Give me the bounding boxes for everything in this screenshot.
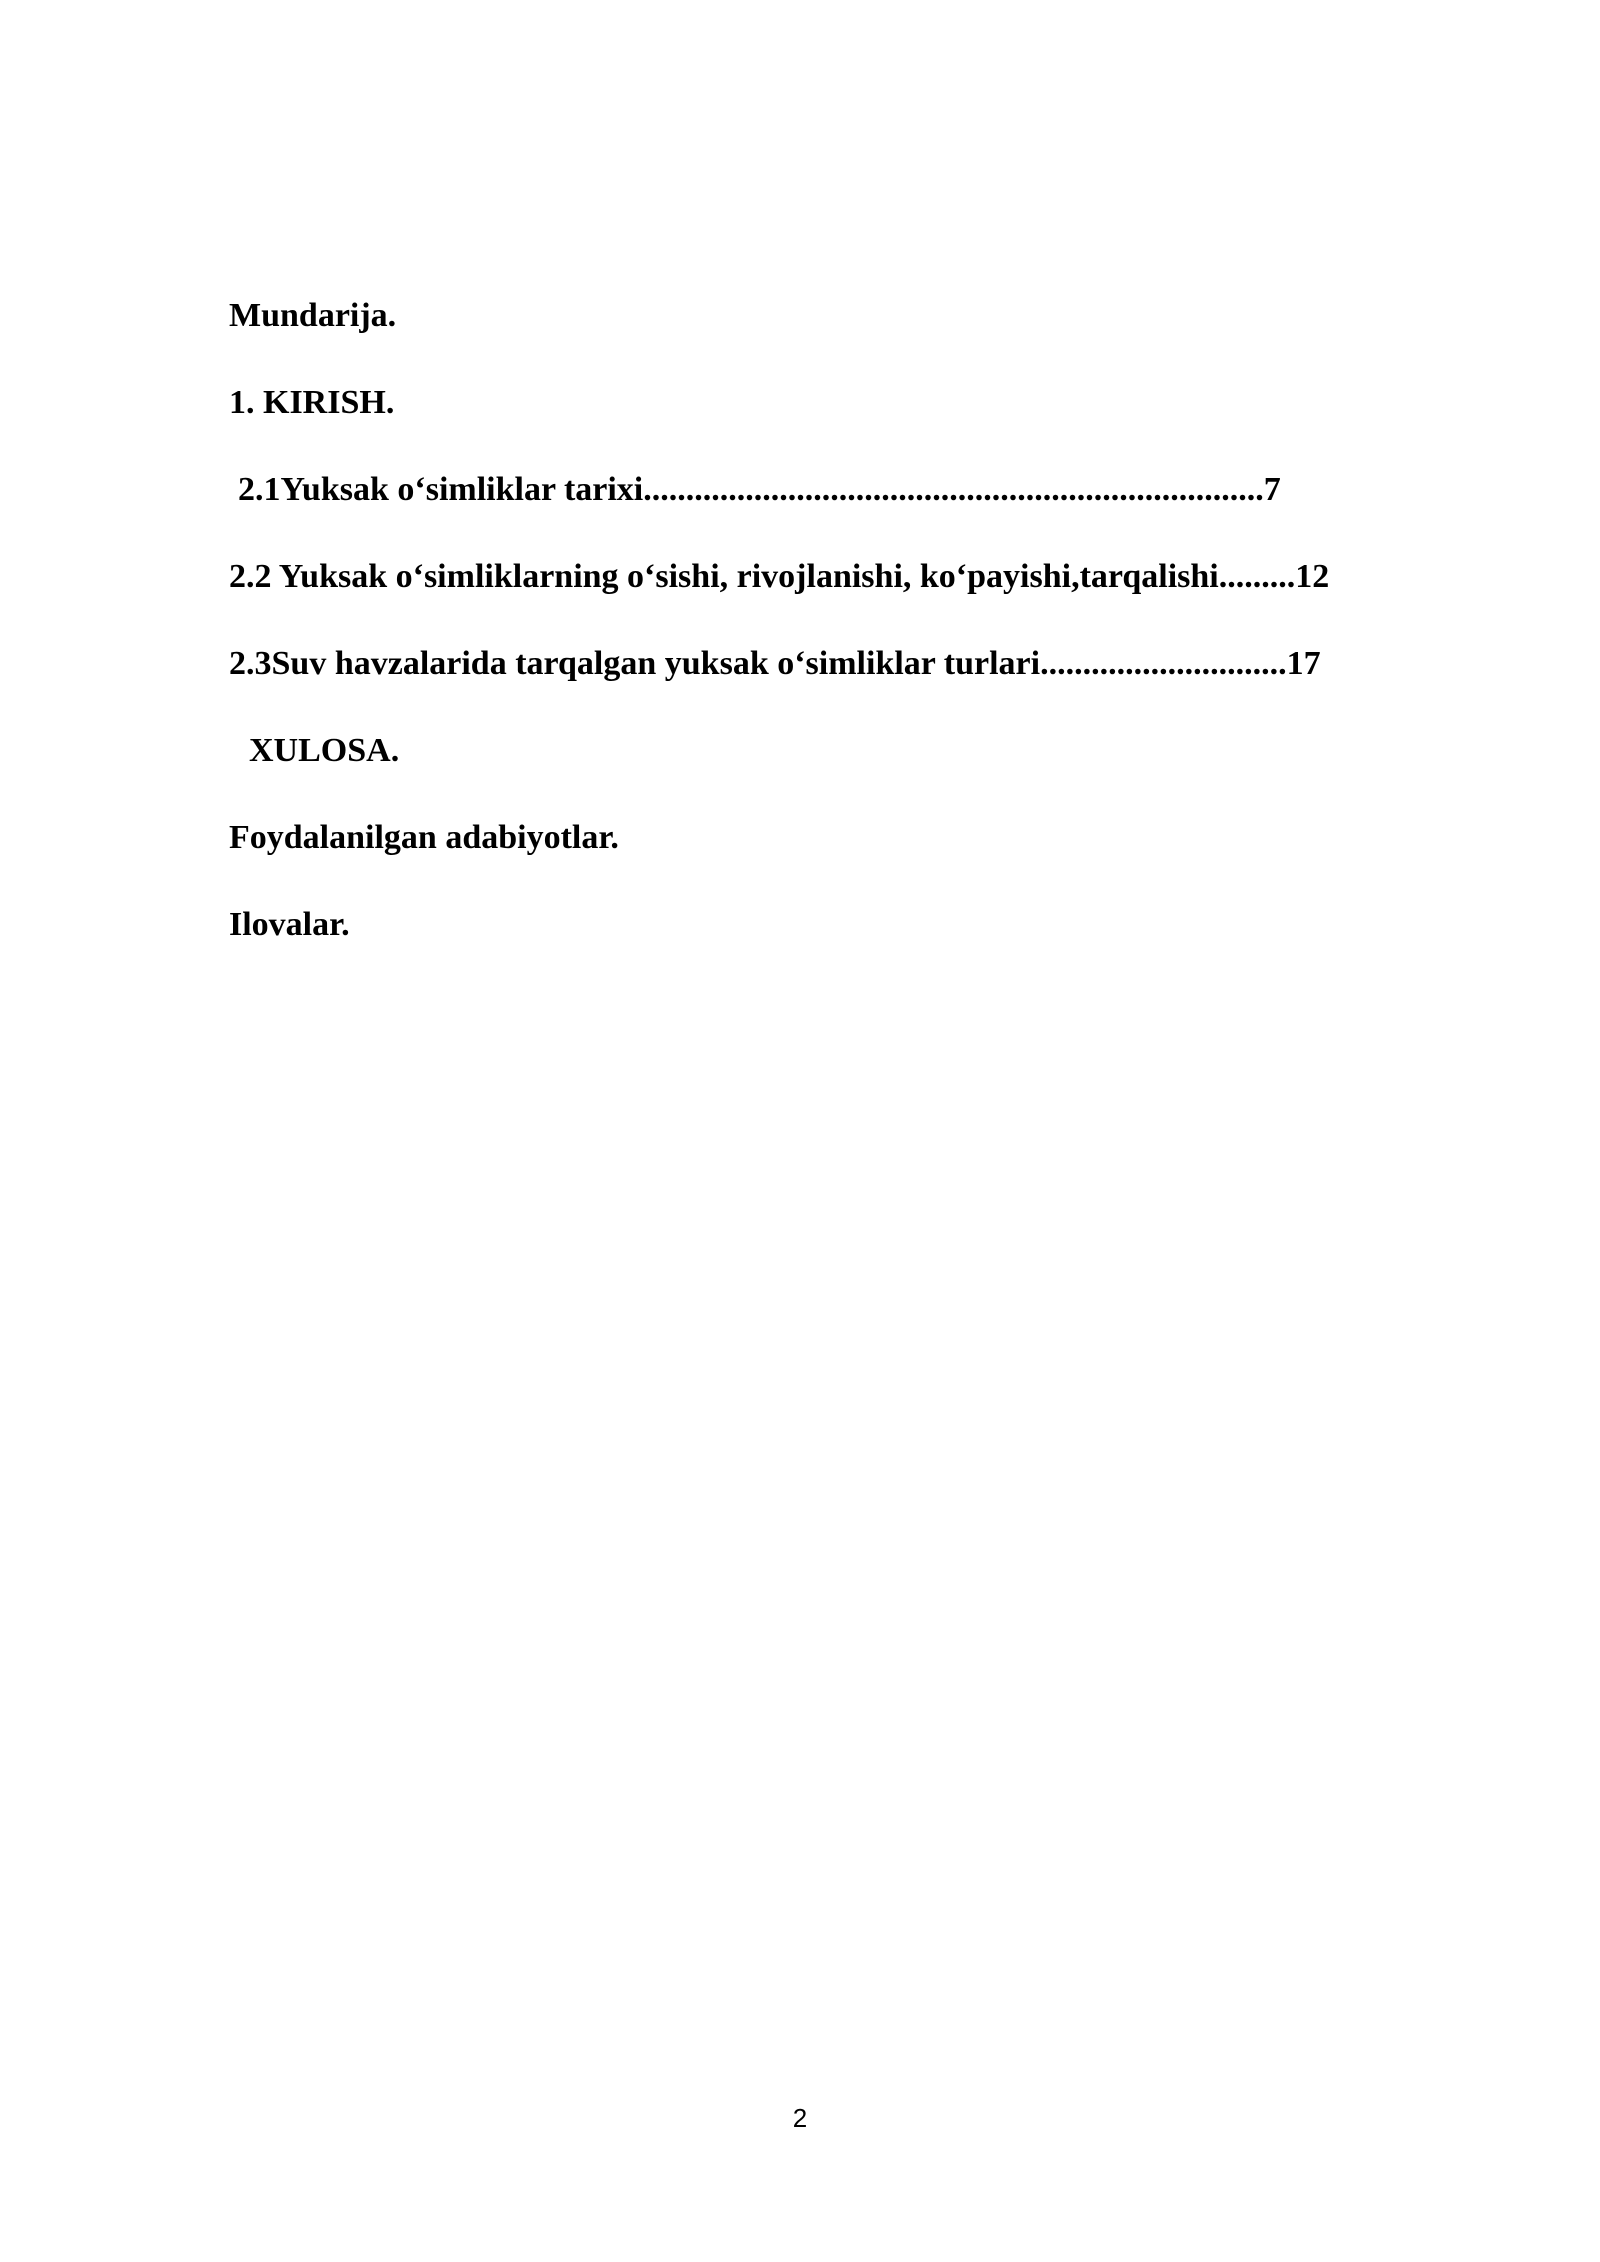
toc-entry-2-2: 2.2 Yuksak o‘simliklarning o‘sishi, rivojlanishi, ko‘payishi,tarqalishi.........12 [229,558,1330,595]
page-number: 2 [792,2103,808,2133]
toc-heading: Mundarija. [229,297,397,334]
toc-entry-2-3: 2.3Suv havzalarida tarqalgan yuksak o‘simliklar turlari.............................17 [229,645,1321,682]
toc-intro: 1. KIRISH. [229,384,395,421]
toc-appendices: Ilovalar. [229,906,350,943]
toc-references: Foydalanilgan adabiyotlar. [229,819,619,856]
table-of-contents [229,296,1469,992]
toc-conclusion: XULOSA. [249,732,400,769]
toc-entry-2-1: 2.1Yuksak o‘simliklar tarixi.........................................................................7 [238,471,1281,508]
